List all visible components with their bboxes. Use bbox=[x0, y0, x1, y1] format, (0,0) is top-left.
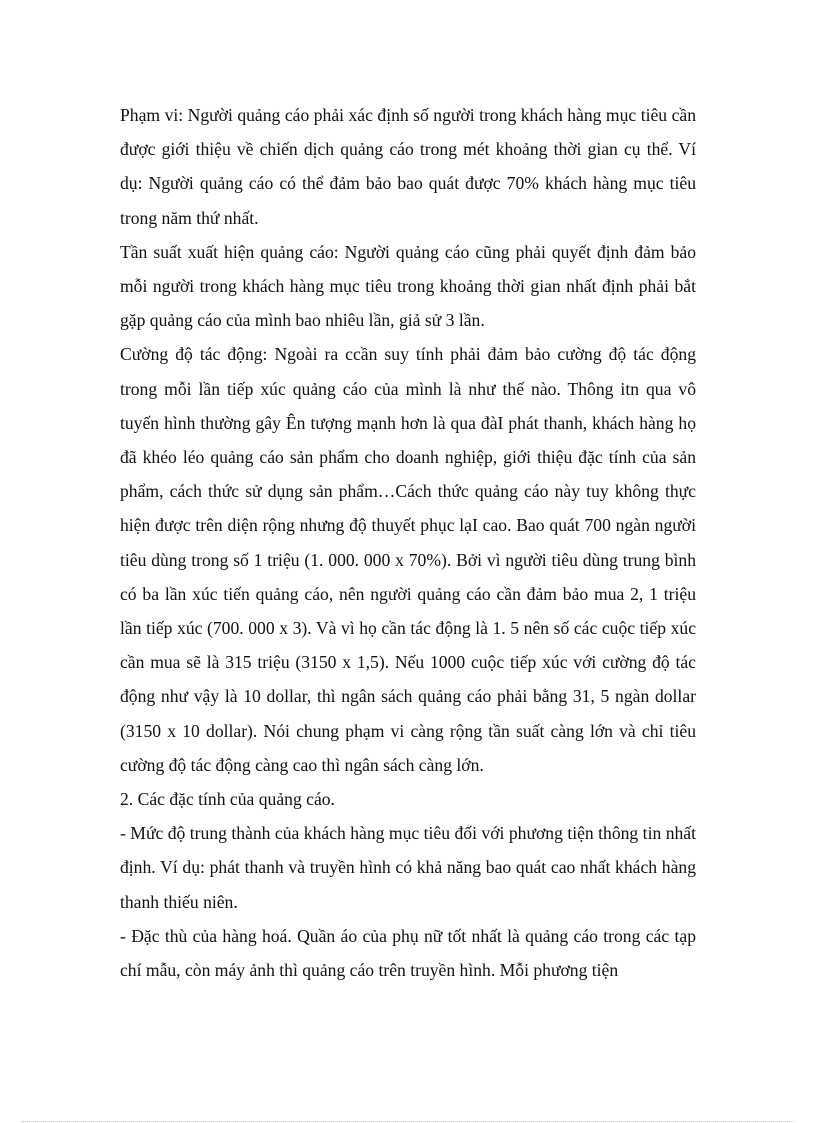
paragraph-intensity: Cường độ tác động: Ngoài ra ccần suy tính phải đảm bảo cường độ tác động trong mỗi lần tiếp xúc quảng cáo của mình là như thế nào. Thông itn qua vô tuyến hình thường gây Ên tượng mạnh hơn là qua đàI phát thanh, khách hàng họ đã khéo léo quảng cáo sản phẩm cho doanh nghiệp, giới thiệu đặc tính của sản phẩm, cách thức sử dụng sản phẩm…Cách thức quảng cáo này tuy không thực hiện được trên diện rộng nhưng độ thuyết phục lạI cao. Bao quát 700 ngàn người tiêu dùng trong số 1 triệu (1. 000. 000 x 70%). Bởi vì người tiêu dùng trung bình có ba lần xúc tiến quảng cáo, nên người quảng cáo cần đảm bảo mua 2, 1 triệu lần tiếp xúc (700. 000 x 3). Và vì họ cần tác động là 1. 5 nên số các cuộc tiếp xúc cần mua sẽ là 315 triệu (3150 x 1,5). Nếu 1000 cuộc tiếp xúc với cường độ tác động như vậy là 10 dollar, thì ngân sách quảng cáo phải bằng 31, 5 ngàn dollar (3150 x 10 dollar). Nói chung phạm vi càng rộng tần suất càng lớn và chỉ tiêu cường độ tác động càng cao thì ngân sách càng lớn. bbox=[120, 344, 696, 775]
page-bottom-divider bbox=[22, 1121, 794, 1122]
paragraph-scope: Phạm vi: Người quảng cáo phải xác định số người trong khách hàng mục tiêu cần được giới thiệu về chiến dịch quảng cáo trong mét khoảng thời gian cụ thể. Ví dụ: Người quảng cáo có thể đảm bảo bao quát được 70% khách hàng mục tiêu trong năm thứ nhất. bbox=[120, 105, 696, 228]
paragraph-loyalty: - Mức độ trung thành của khách hàng mục tiêu đối với phương tiện thông tin nhất định. Ví dụ: phát thanh và truyền hình có khả năng bao quát cao nhất khách hàng thanh thiếu niên. bbox=[120, 823, 696, 912]
paragraph-frequency: Tần suất xuất hiện quảng cáo: Người quảng cáo cũng phải quyết định đảm bảo mỗi người trong khách hàng mục tiêu trong khoảng thời gian nhất định phải bắt gặp quảng cáo của mình bao nhiêu lần, giả sử 3 lần. bbox=[120, 241, 696, 331]
section-heading: 2. Các đặc tính của quảng cáo. bbox=[120, 789, 335, 810]
document-body bbox=[120, 98, 696, 987]
paragraph-product-specifics: - Đặc thù của hàng hoá. Quần áo của phụ nữ tốt nhất là quảng cáo trong các tạp chí mẫu, còn máy ảnh thì quảng cáo trên truyền hình. Mỗi phương tiện bbox=[120, 925, 696, 981]
